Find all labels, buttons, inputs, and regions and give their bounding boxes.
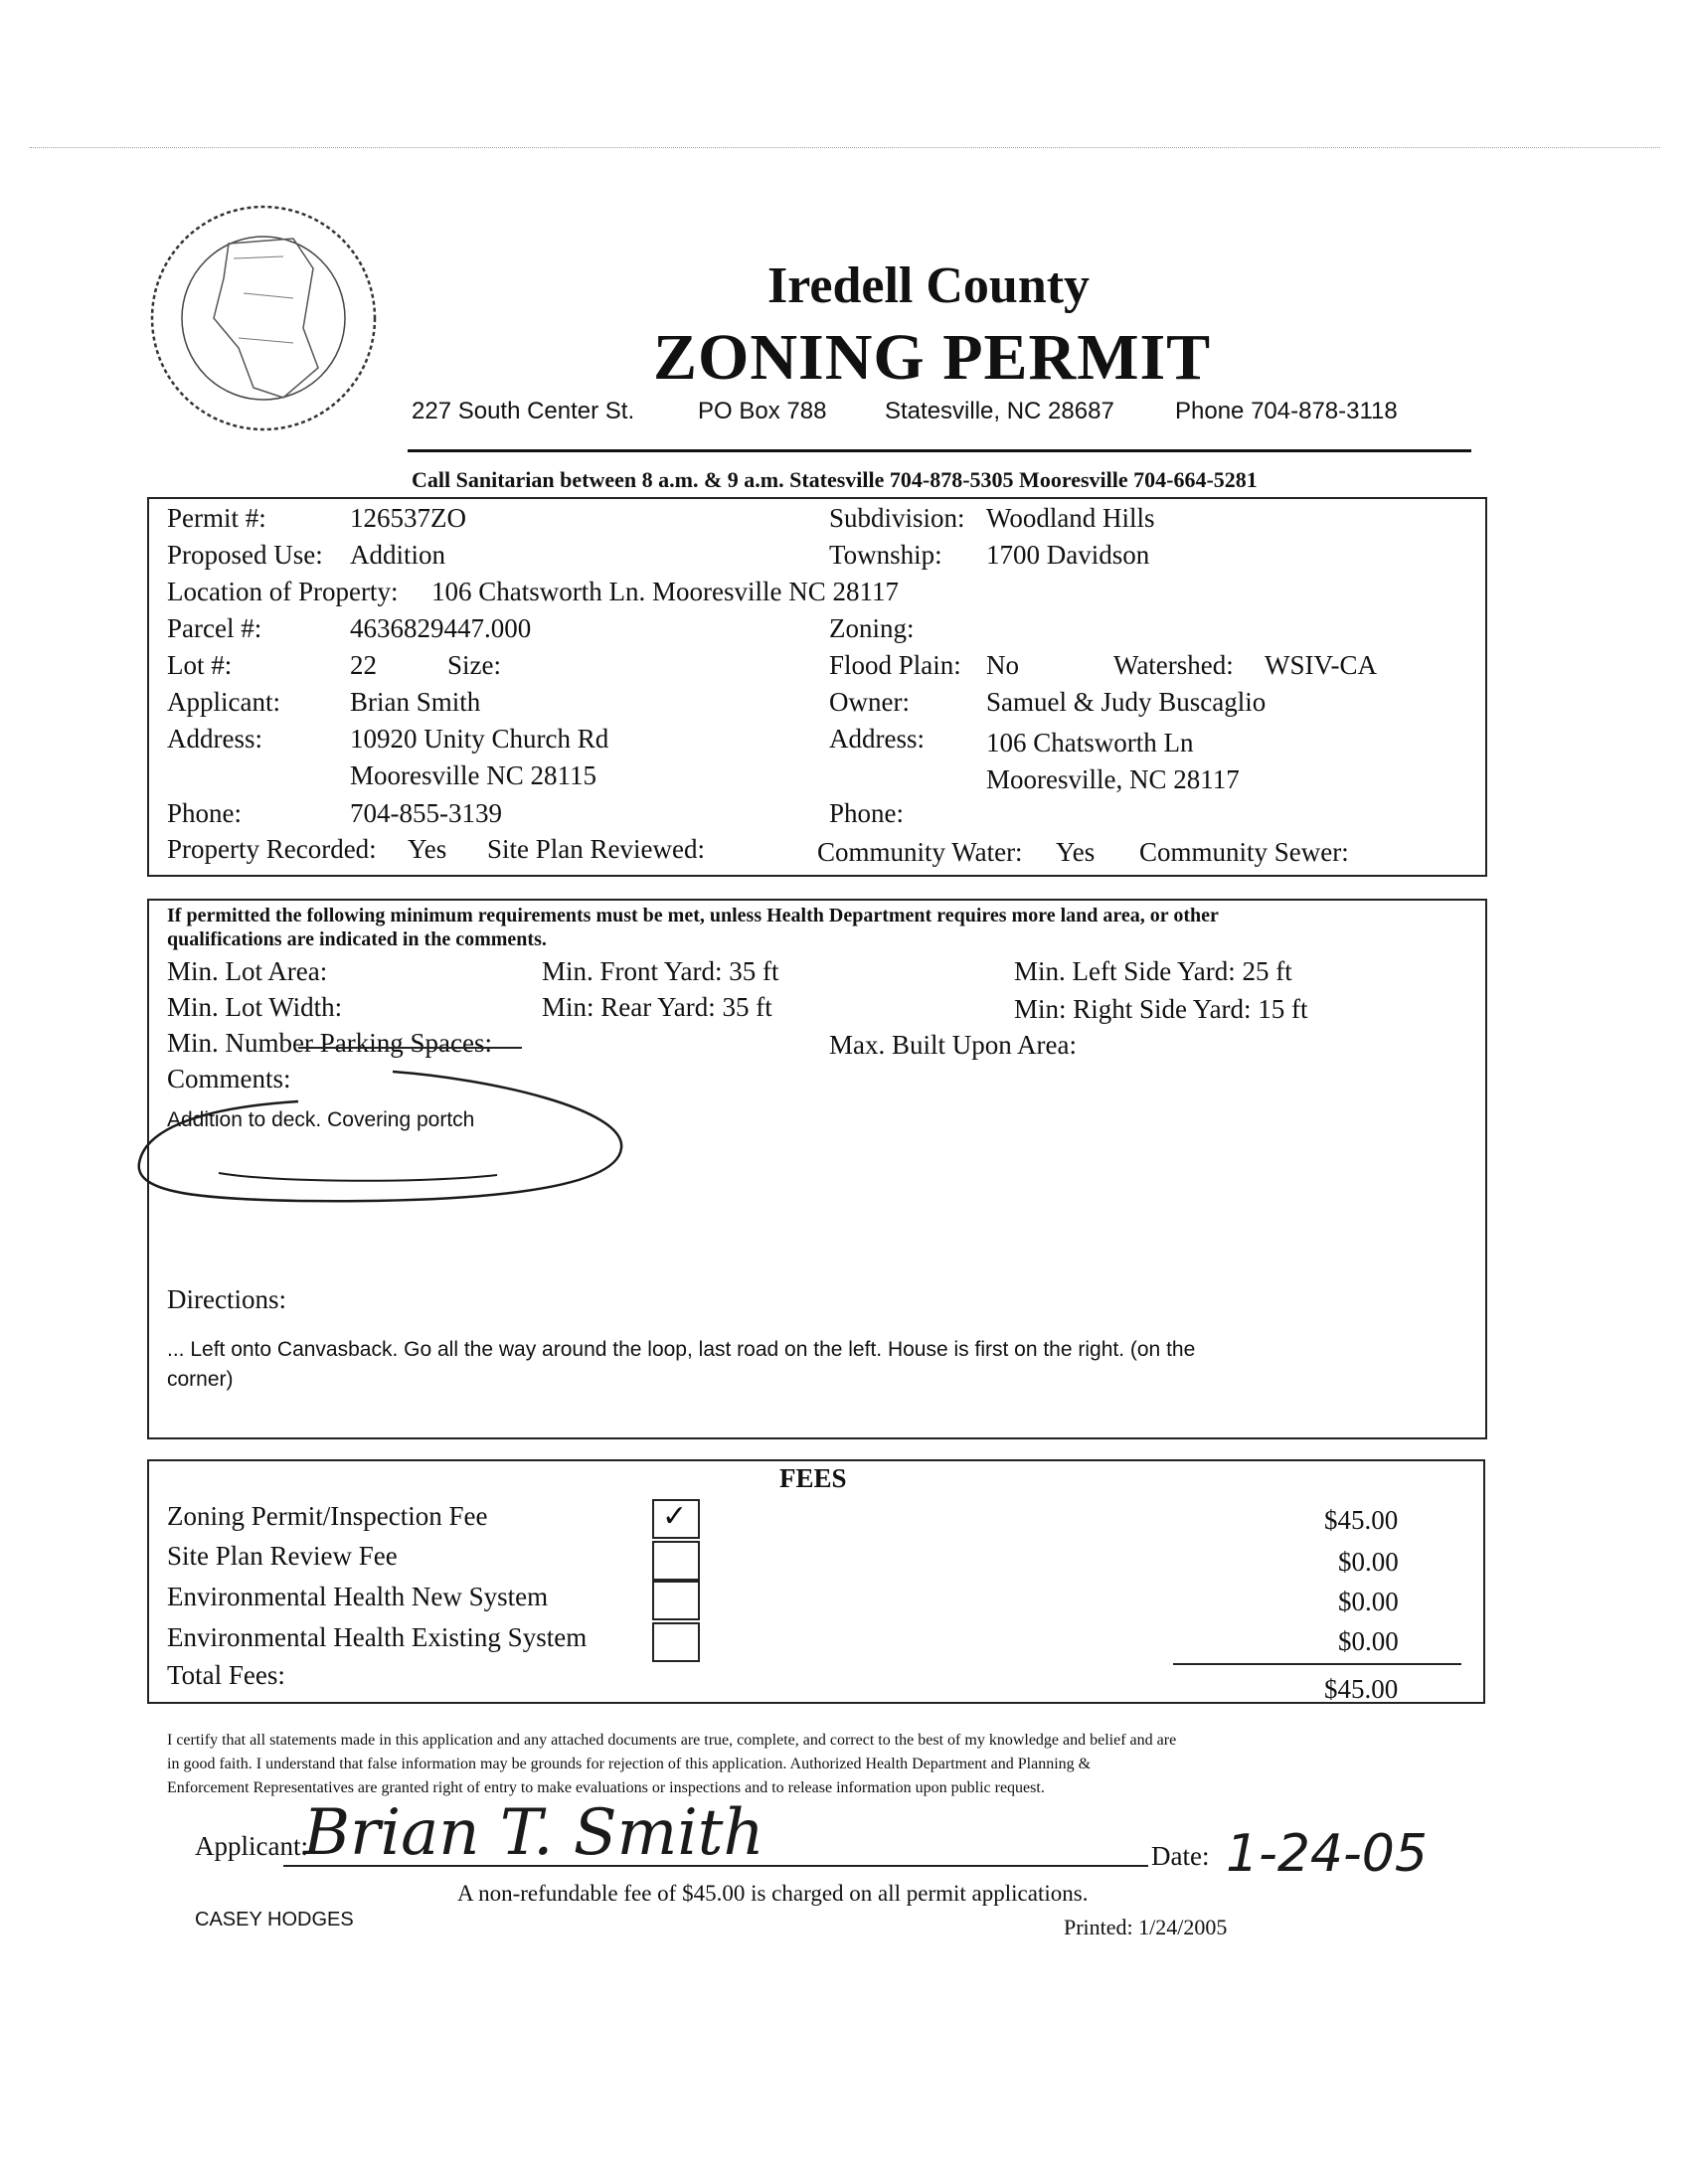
owner-address-line1: 106 Chatsworth Ln	[986, 728, 1194, 757]
certification-line3: Enforcement Representatives are granted right of entry to make evaluations or inspections and to release information upon public request.	[167, 1779, 1045, 1796]
owner-value: Samuel & Judy Buscaglio	[986, 687, 1267, 717]
parcel-value: 4636829447.000	[350, 613, 532, 643]
fee-amount-existing-system: $0.00	[1338, 1626, 1399, 1656]
directions-label: Directions:	[167, 1284, 286, 1314]
fee-label-site-plan: Site Plan Review Fee	[167, 1541, 398, 1571]
max-built-upon-label: Max. Built Upon Area:	[829, 1030, 1077, 1060]
office-street: 227 South Center St.	[412, 398, 635, 424]
min-lot-width-label: Min. Lot Width:	[167, 992, 343, 1022]
property-recorded-label: Property Recorded:	[167, 834, 377, 864]
header-rule	[408, 449, 1471, 452]
applicant-signature-label: Applicant:	[195, 1831, 308, 1861]
fee-amount-site-plan: $0.00	[1338, 1547, 1399, 1577]
applicant-phone-label: Phone:	[167, 798, 243, 828]
certification-line2: in good faith. I understand that false information may be grounds for rejection of this application. Authorized Health Department and Planning &	[167, 1756, 1092, 1772]
proposed-use-value: Addition	[350, 540, 446, 570]
township-label: Township:	[829, 540, 942, 570]
applicant-label: Applicant:	[167, 687, 280, 717]
lot-label: Lot #:	[167, 650, 233, 680]
applicant-address-line2: Mooresville NC 28115	[350, 760, 596, 790]
community-water-value: Yes	[1056, 837, 1096, 867]
fee-checkbox-existing-system[interactable]	[652, 1622, 700, 1662]
fee-checkbox-new-system[interactable]	[652, 1581, 700, 1620]
min-front-yard: Min. Front Yard: 35 ft	[542, 956, 779, 986]
watershed-label: Watershed:	[1113, 650, 1234, 680]
parking-strikethrough	[298, 1047, 522, 1049]
total-fees-amount: $45.00	[1324, 1674, 1399, 1704]
office-po-box: PO Box 788	[698, 398, 827, 424]
applicant-value: Brian Smith	[350, 687, 481, 717]
owner-address-line2: Mooresville, NC 28117	[986, 764, 1240, 794]
total-fees-label: Total Fees:	[167, 1660, 285, 1690]
property-recorded-value: Yes	[408, 834, 447, 864]
directions-line1: ... Left onto Canvasback. Go all the way around the loop, last road on the left. House is first on the right. (on the	[167, 1338, 1196, 1361]
applicant-phone-value: 704-855-3139	[350, 798, 502, 828]
scan-artifact-line	[30, 147, 1660, 148]
min-parking-spaces-label: Min. Number Parking Spaces:	[167, 1028, 492, 1058]
nonrefundable-notice: A non-refundable fee of $45.00 is charged on all permit applications.	[457, 1881, 1089, 1906]
fee-amount-zoning: $45.00	[1324, 1505, 1399, 1535]
subdivision-label: Subdivision:	[829, 503, 965, 533]
county-name: Iredell County	[767, 257, 1091, 314]
office-city: Statesville, NC 28687	[885, 398, 1114, 424]
location-label: Location of Property:	[167, 577, 399, 606]
permit-number-label: Permit #:	[167, 503, 266, 533]
directions-line2: corner)	[167, 1368, 234, 1391]
fee-label-existing-system: Environmental Health Existing System	[167, 1622, 588, 1652]
permit-details-box	[147, 497, 1487, 877]
applicant-signature	[283, 1784, 959, 1874]
parcel-label: Parcel #:	[167, 613, 262, 643]
fees-total-rule	[1173, 1663, 1461, 1665]
svg-text:Brian T. Smith: Brian T. Smith	[303, 1796, 764, 1870]
permit-number-value: 126537ZO	[350, 503, 466, 533]
svg-text:1-24-05: 1-24-05	[1226, 1824, 1428, 1884]
min-lot-area-label: Min. Lot Area:	[167, 956, 328, 986]
fee-amount-new-system: $0.00	[1338, 1587, 1399, 1616]
owner-phone-label: Phone:	[829, 798, 905, 828]
checkmark-icon: ✓	[662, 1499, 688, 1534]
hand-drawn-circle	[129, 1054, 646, 1213]
printed-date: Printed: 1/24/2005	[1064, 1915, 1228, 1939]
flood-plain-value: No	[986, 650, 1019, 680]
proposed-use-label: Proposed Use:	[167, 540, 323, 570]
watershed-value: WSIV-CA	[1265, 650, 1378, 680]
zoning-label: Zoning:	[829, 613, 915, 643]
min-right-side-yard: Min: Right Side Yard: 15 ft	[1014, 994, 1308, 1024]
fee-label-new-system: Environmental Health New System	[167, 1582, 549, 1611]
sanitarian-notice: Call Sanitarian between 8 a.m. & 9 a.m. Statesville 704-878-5305 Mooresville 704-664-5281	[412, 467, 1258, 492]
community-water-label: Community Water:	[817, 837, 1023, 867]
certification-line1: I certify that all statements made in this application and any attached documents are true, complete, and correct to the best of my knowledge and belief and are	[167, 1732, 1177, 1749]
township-value: 1700 Davidson	[986, 540, 1150, 570]
fee-checkbox-site-plan[interactable]	[652, 1541, 700, 1581]
lot-value: 22	[350, 650, 377, 680]
owner-label: Owner:	[829, 687, 910, 717]
fee-label-zoning: Zoning Permit/Inspection Fee	[167, 1501, 488, 1531]
comments-label: Comments:	[167, 1064, 291, 1093]
requirements-intro-line1: If permitted the following minimum requirements must be met, unless Health Department requires more land area, or other	[167, 905, 1219, 926]
fees-title: FEES	[779, 1463, 847, 1493]
clerk-name: CASEY HODGES	[195, 1909, 354, 1931]
subdivision-value: Woodland Hills	[986, 503, 1155, 533]
min-left-side-yard: Min. Left Side Yard: 25 ft	[1014, 956, 1292, 986]
location-value: 106 Chatsworth Ln. Mooresville NC 28117	[431, 577, 899, 606]
fee-checkbox-zoning[interactable]	[652, 1499, 700, 1539]
flood-plain-label: Flood Plain:	[829, 650, 961, 680]
comments-value: Addition to deck. Covering portch	[167, 1108, 475, 1131]
community-sewer-label: Community Sewer:	[1139, 837, 1349, 867]
requirements-intro-line2: qualifications are indicated in the comments.	[167, 928, 547, 950]
page-title: ZONING PERMIT	[653, 321, 1212, 394]
date-label: Date:	[1151, 1841, 1210, 1871]
size-label: Size:	[447, 650, 501, 680]
owner-address-label: Address:	[829, 724, 925, 754]
county-seal-icon	[144, 199, 383, 437]
applicant-address-label: Address:	[167, 724, 262, 754]
applicant-address-line1: 10920 Unity Church Rd	[350, 724, 609, 754]
office-phone: Phone 704-878-3118	[1175, 398, 1398, 424]
min-rear-yard: Min: Rear Yard: 35 ft	[542, 992, 772, 1022]
site-plan-label: Site Plan Reviewed:	[487, 834, 705, 864]
handwritten-date	[1218, 1819, 1516, 1889]
